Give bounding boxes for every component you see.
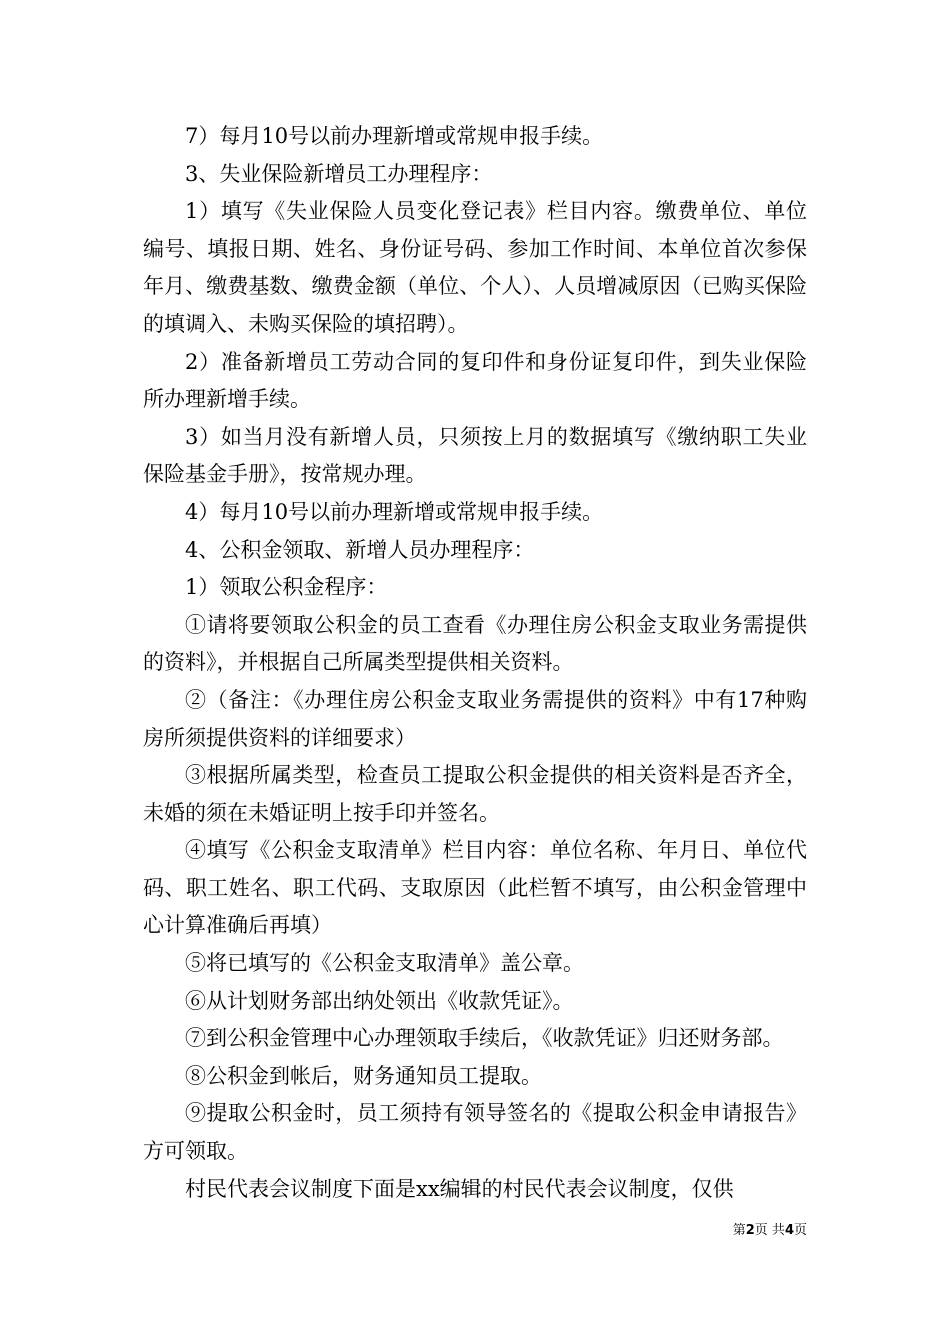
section-heading: 4、公积金领取、新增人员办理程序： [185, 537, 535, 562]
paragraph: 村民代表会议制度下面是xx编辑的村民代表会议制度，仅供 [185, 1176, 734, 1201]
paragraph: 2）准备新增员工劳动合同的复印件和身份证复印件，到失业保险所办理新增手续。 [143, 349, 807, 412]
paragraph: 3）如当月没有新增人员，只须按上月的数据填写《缴纳职工失业保险基金手册》，按常规办理。 [143, 424, 807, 487]
list-item: ⑧公积金到帐后，财务通知员工提取。 [185, 1063, 542, 1088]
page-footer [0, 1222, 807, 1240]
paragraph: 1）领取公积金程序： [185, 575, 388, 600]
footer-middle: 页 共 [754, 1223, 785, 1238]
paragraph: 1）填写《失业保险人员变化登记表》栏目内容。缴费单位、单位编号、填报日期、姓名、身份证号码、参加工作时间、本单位首次参保年月、缴费基数、缴费金额（单位、个人）、人员增减原因（已购买保险的填调入、未购买保险的填招聘）。 [143, 199, 807, 336]
total-pages-number: 4 [784, 1223, 794, 1238]
document-body [143, 118, 807, 1208]
paragraph: 7）每月10号以前办理新增或常规申报手续。 [185, 124, 604, 148]
list-item: ⑦到公积金管理中心办理领取手续后，《收款凭证》归还财务部。 [185, 1026, 784, 1051]
current-page-number: 2 [745, 1223, 755, 1238]
list-item: ⑥从计划财务部出纳处领出《收款凭证》。 [185, 988, 574, 1013]
list-item: ⑨提取公积金时，员工须持有领导签名的《提取公积金申请报告》方可领取。 [143, 1101, 807, 1164]
footer-suffix: 页 [793, 1223, 807, 1238]
list-item: ②（备注：《办理住房公积金支取业务需提供的资料》中有17种购房所须提供资料的详细要求） [143, 687, 807, 750]
list-item: ③根据所属类型，检查员工提取公积金提供的相关资料是否齐全，未婚的须在未婚证明上按手印并签名。 [143, 763, 807, 825]
list-item: ④填写《公积金支取清单》栏目内容：单位名称、年月日、单位代码、职工姓名、职工代码、支取原因（此栏暂不填写，由公积金管理中心计算准确后再填） [143, 838, 807, 938]
footer-prefix: 第 [732, 1223, 746, 1238]
list-item: ⑤将已填写的《公积金支取清单》盖公章。 [185, 951, 584, 976]
section-heading: 3、失业保险新增员工办理程序： [185, 161, 493, 186]
paragraph: 4）每月10号以前办理新增或常规申报手续。 [185, 499, 604, 524]
list-item: ①请将要领取公积金的员工查看《办理住房公积金支取业务需提供的资料》，并根据自己所属类型提供相关资料。 [143, 612, 807, 675]
